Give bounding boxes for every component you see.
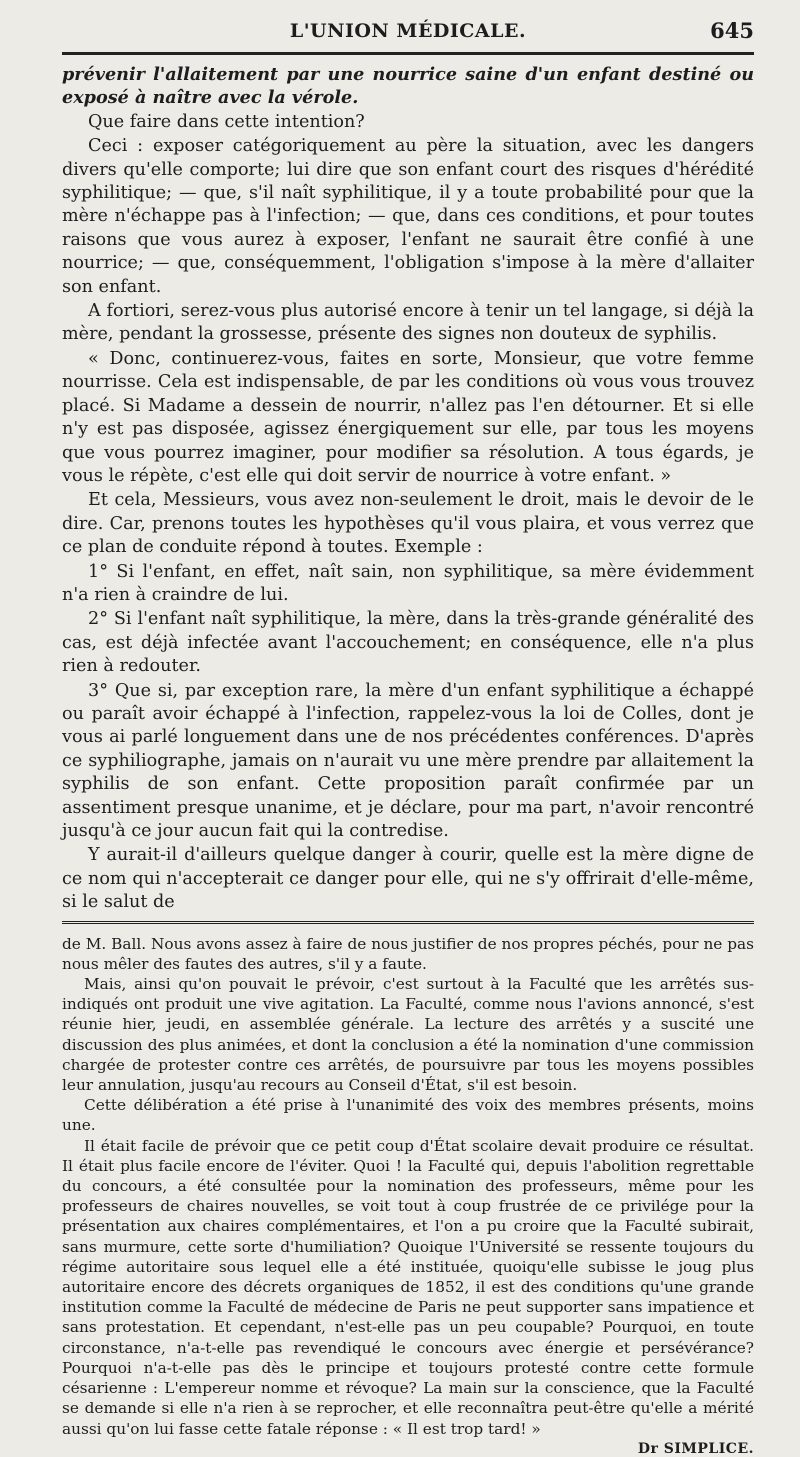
- feuilleton-divider: [62, 921, 754, 926]
- paragraph: Et cela, Messieurs, vous avez non-seulement le droit, mais le devoir de le dire. Car, prenons toutes les hypothèses qu'il vous plaira, et vous verrez que ce plan de conduite répond à toutes. Exemple :: [62, 490, 754, 558]
- paragraph: Y aurait-il d'ailleurs quelque danger à courir, quelle est la mère digne de ce nom qui n'accepterait ce danger pour elle, qui ne s'y offrirait d'elle-même, si le salut de: [62, 845, 754, 913]
- paragraph: prévenir l'allaitement par une nourrice saine d'un enfant destiné ou exposé à naître avec la vérole.: [62, 64, 754, 109]
- paragraph: Ceci : exposer catégoriquement au père la situation, avec les dangers divers qu'elle comporte; lui dire que son enfant court des risques d'hérédité syphilitique; — que, s'il naît syphilitique, il y a toute probabilité pour que la mère n'échappe pas à l'infection; — que, dans ces conditions, et pour toutes raisons que vous aurez à exposer, l'enfant ne saurait être confié à une nourrice; — que, conséquemment, l'obligation s'impose à la mère d'allaiter son enfant.: [62, 136, 754, 297]
- feuilleton-paragraph: Cette délibération a été prise à l'unanimité des voix des membres présents, moins une.: [62, 1096, 754, 1135]
- paragraph: 3° Que si, par exception rare, la mère d'un enfant syphilitique a échappé ou paraît avoir échappé à l'infection, rappelez-vous la loi de Colles, dont je vous ai parlé longuement dans une de nos précédentes conférences. D'après ce syphiliographe, jamais on n'aurait vu une mère prendre par allaitement la syphilis de son enfant. Cette proposition paraît confirmée par un assentiment presque unanime, et je déclare, pour ma part, n'avoir rencontré jusqu'à ce jour aucun fait qui la contredise.: [62, 680, 754, 841]
- header-rule: [62, 52, 754, 55]
- feuilleton-paragraph: de M. Ball. Nous avons assez à faire de nous justifier de nos propres péchés, pour ne pas nous mêler des fautes des autres, s'il y a faute.: [62, 934, 754, 973]
- page-header: [62, 16, 754, 46]
- journal-title: L'UNION MÉDICALE.: [289, 20, 527, 42]
- paragraph: A fortiori, serez-vous plus autorisé encore à tenir un tel langage, si déjà la mère, pendant la grossesse, présente des signes non douteux de syphilis.: [62, 301, 754, 345]
- paragraph: « Donc, continuerez-vous, faites en sorte, Monsieur, que votre femme nourrisse. Cela est indispensable, de par les conditions où vous vous trouvez placé. Si Madame a dessein de nourrir, n'allez pas l'en détourner. Et si elle n'y est pas disposée, agissez énergiquement sur elle, par tous les moyens que vous pourrez imaginer, pour modifier sa résolution. A tous égards, je vous le répète, c'est elle qui doit servir de nourrice à votre enfant. »: [62, 348, 754, 486]
- feuilleton-paragraph: Il était facile de prévoir que ce petit coup d'État scolaire devait produire ce résultat. Il était plus facile encore de l'éviter. Quoi ! la Faculté qui, depuis l'abolition regrettable du concours, a été consultée pour la nomination des professeurs, même pour les professeurs de chaires nouvelles, se voit tout à coup frustrée de ce privilége pour la présentation aux chaires complémentaires, et l'on a pu croire que la Faculté subirait, sans murmure, cette sorte d'humiliation? Quoique l'Université se ressente toujours du régime autoritaire sous lequel elle a été instituée, quoiqu'elle subisse le joug plus autoritaire encore des décrets organiques de 1852, il est des conditions qu'une grande institution comme la Faculté de médecine de Paris ne peut supporter sans impatience et sans protestation. Et cependant, n'est-elle pas un peu coupable? Pourquoi, en toute circonstance, n'a-t-elle pas revendiqué le concours avec énergie et persévérance? Pourquoi n'a-t-elle pas dès le principe et toujours protesté contre cette formule césarienne : L'empereur nomme et révoque? La main sur la conscience, que la Faculté se demande si elle n'a rien à se reprocher, et elle reconnaîtra peut-être qu'elle a mérité aussi qu'on lui fasse cette fatale réponse : « Il est trop tard! »: [62, 1136, 754, 1438]
- feuilleton-paragraph: Mais, ainsi qu'on pouvait le prévoir, c'est surtout à la Faculté que les arrêtés sus-indiqués ont produit une vive agitation. La Faculté, comme nous l'avions annoncé, s'est réunie hier, jeudi, en assemblée générale. La lecture des arrêtés y a suscité une discussion des plus animées, et dont la conclusion a été la nomination d'une commission chargée de protester contre ces arrêtés, de poursuivre par tous les moyens possibles leur annulation, jusqu'au recours au Conseil d'État, s'il est besoin.: [62, 975, 754, 1095]
- main-article: [62, 63, 754, 915]
- feuilleton-section: [62, 934, 754, 1457]
- author-signature: Dr SIMPLICE.: [637, 1440, 754, 1457]
- page-number: 645: [710, 18, 754, 43]
- paragraph: 1° Si l'enfant, en effet, naît sain, non syphilitique, sa mère évidemment n'a rien à craindre de lui.: [62, 561, 754, 605]
- paragraph: 2° Si l'enfant naît syphilitique, la mère, dans la très-grande généralité des cas, est déjà infectée avant l'accouchement; en conséquence, elle n'a plus rien à redouter.: [62, 609, 754, 677]
- paragraph: Que faire dans cette intention?: [88, 111, 365, 132]
